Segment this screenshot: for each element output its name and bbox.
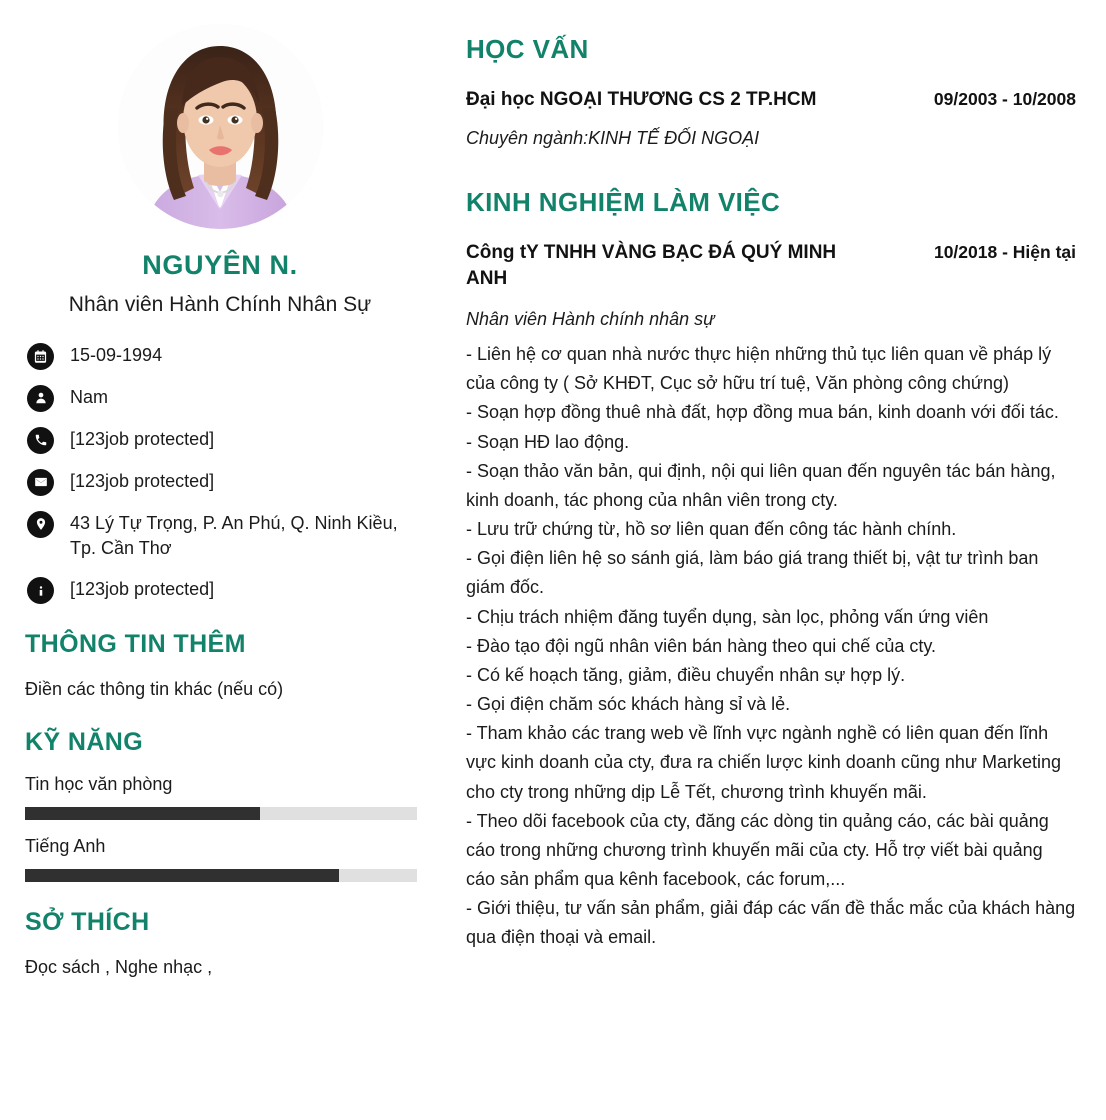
experience-entry — [466, 240, 1076, 953]
experience-duty-item: - Chịu trách nhiệm đăng tuyển dụng, sàn lọc, phỏng vấn ứng viên — [466, 606, 989, 627]
contact-item-email — [27, 468, 415, 496]
experience-duty-item: - Soạn HĐ lao động. — [466, 431, 630, 452]
skill-progress-fill — [25, 807, 260, 820]
contact-item-other — [27, 576, 415, 604]
experience-duty-item: - Tham khảo các trang web về lĩnh vực ngành nghề có liên quan đến lĩnh vực kinh doanh của cty, đưa ra chiến lược kinh doanh cũng như Marketing cho cty trong những dịp Lễ Tết, chương trình khuyến mãi. — [466, 723, 1061, 802]
info-icon — [27, 577, 54, 604]
interests-body: Đọc sách , Nghe nhạc , — [25, 957, 213, 978]
education-date: 09/2003 - 10/2008 — [933, 89, 1076, 109]
experience-date: 10/2018 - Hiện tại — [933, 241, 1076, 262]
section-heading-additional-info: THÔNG TIN THÊM — [25, 630, 246, 659]
contact-item-gender — [27, 384, 415, 412]
location-pin-icon — [27, 511, 54, 538]
contact-list — [27, 342, 415, 604]
experience-duty-item: - Gọi điện chăm sóc khách hàng sỉ và lẻ. — [466, 694, 791, 715]
job-title: Nhân viên Hành Chính Nhân Sự — [68, 292, 372, 316]
contact-item-birthdate — [27, 342, 415, 370]
phone-icon — [27, 427, 54, 454]
contact-value: 43 Lý Tự Trọng, P. An Phú, Q. Ninh Kiều, Tp. Cần Thơ — [70, 512, 398, 559]
section-education — [466, 34, 1076, 151]
section-divider-space — [466, 155, 1076, 187]
skill-item — [25, 774, 415, 820]
section-heading-skills: KỸ NĂNG — [25, 728, 144, 757]
additional-info-body: Điền các thông tin khác (nếu có) — [25, 679, 284, 700]
experience-duty-item: - Đào tạo đội ngũ nhân viên bán hàng theo qui chế của cty. — [466, 635, 937, 656]
experience-role: Nhân viên Hành chính nhân sự — [466, 308, 715, 329]
contact-value: 15-09-1994 — [70, 344, 163, 365]
contact-value: [123job protected] — [70, 579, 215, 600]
skill-label: Tiếng Anh — [25, 836, 106, 857]
experience-duty-list — [466, 340, 1076, 952]
education-school: Đại học NGOẠI THƯƠNG CS 2 TP.HCM — [466, 89, 817, 110]
education-entry-header — [466, 87, 1076, 114]
contact-value: [123job protected] — [70, 428, 215, 449]
education-major: Chuyên ngành:KINH TẾ ĐỐI NGOẠI — [466, 127, 760, 148]
section-interests — [25, 908, 415, 980]
main-content — [440, 0, 1106, 956]
person-icon — [27, 385, 54, 412]
contact-item-address — [27, 510, 415, 562]
experience-duty-item: - Liên hệ cơ quan nhà nước thực hiện những thủ tục liên quan về pháp lý của công ty ( Sở KHĐT, Cục sở hữu trí tuệ, Văn phòng công chứng) — [466, 344, 1052, 394]
experience-company: Công tY TNHH VÀNG BẠC ĐÁ QUÝ MINH ANH — [466, 241, 837, 290]
section-heading-experience: KINH NGHIỆM LÀM VIỆC — [466, 186, 781, 217]
avatar — [118, 24, 323, 229]
experience-duty-item: - Soạn hợp đồng thuê nhà đất, hợp đồng mua bán, kinh doanh với đối tác. — [466, 402, 1059, 423]
envelope-icon — [27, 469, 54, 496]
section-skills — [25, 728, 415, 882]
contact-value: Nam — [70, 386, 109, 407]
experience-duty-item: - Có kế hoạch tăng, giảm, điều chuyển nhân sự hợp lý. — [466, 664, 906, 685]
experience-duty-item: - Theo dõi facebook của cty, đăng các dòng tin quảng cáo, các bài quảng cáo trong những chương trình khuyến mãi của cty. Hỗ trợ viết bài quảng cáo sản phẩm qua kênh facebook, các forum,... — [466, 810, 1049, 889]
skill-progress-track — [25, 807, 417, 820]
education-entry — [466, 87, 1076, 151]
experience-entry-header — [466, 240, 1076, 293]
experience-duty-item: - Soạn thảo văn bản, qui định, nội qui liên quan đến nguyên tác bán hàng, kinh doanh, tác phong của nhân viên trong cty. — [466, 460, 1056, 510]
contact-value: [123job protected] — [70, 470, 215, 491]
contact-item-phone — [27, 426, 415, 454]
section-heading-interests: SỞ THÍCH — [25, 908, 150, 937]
section-heading-education: HỌC VẤN — [466, 34, 589, 64]
avatar-wrapper — [25, 24, 415, 229]
sidebar — [0, 0, 440, 980]
skill-progress-track — [25, 869, 417, 882]
page-title: NGUYÊN N. — [142, 250, 298, 280]
calendar-icon — [27, 343, 54, 370]
skill-label: Tin học văn phòng — [25, 774, 173, 795]
experience-duty-item: - Giới thiệu, tư vấn sản phẩm, giải đáp các vấn đề thắc mắc của khách hàng qua điện thoại và email. — [466, 898, 1076, 948]
experience-duty-item: - Lưu trữ chứng từ, hồ sơ liên quan đến công tác hành chính. — [466, 519, 957, 540]
experience-duty-item: - Gọi điện liên hệ so sánh giá, làm báo giá trang thiết bị, vật tư trình ban giám đốc. — [466, 548, 1039, 598]
section-additional-info — [25, 630, 415, 702]
skill-progress-fill — [25, 869, 339, 882]
section-experience — [466, 187, 1076, 953]
skill-item — [25, 836, 415, 882]
